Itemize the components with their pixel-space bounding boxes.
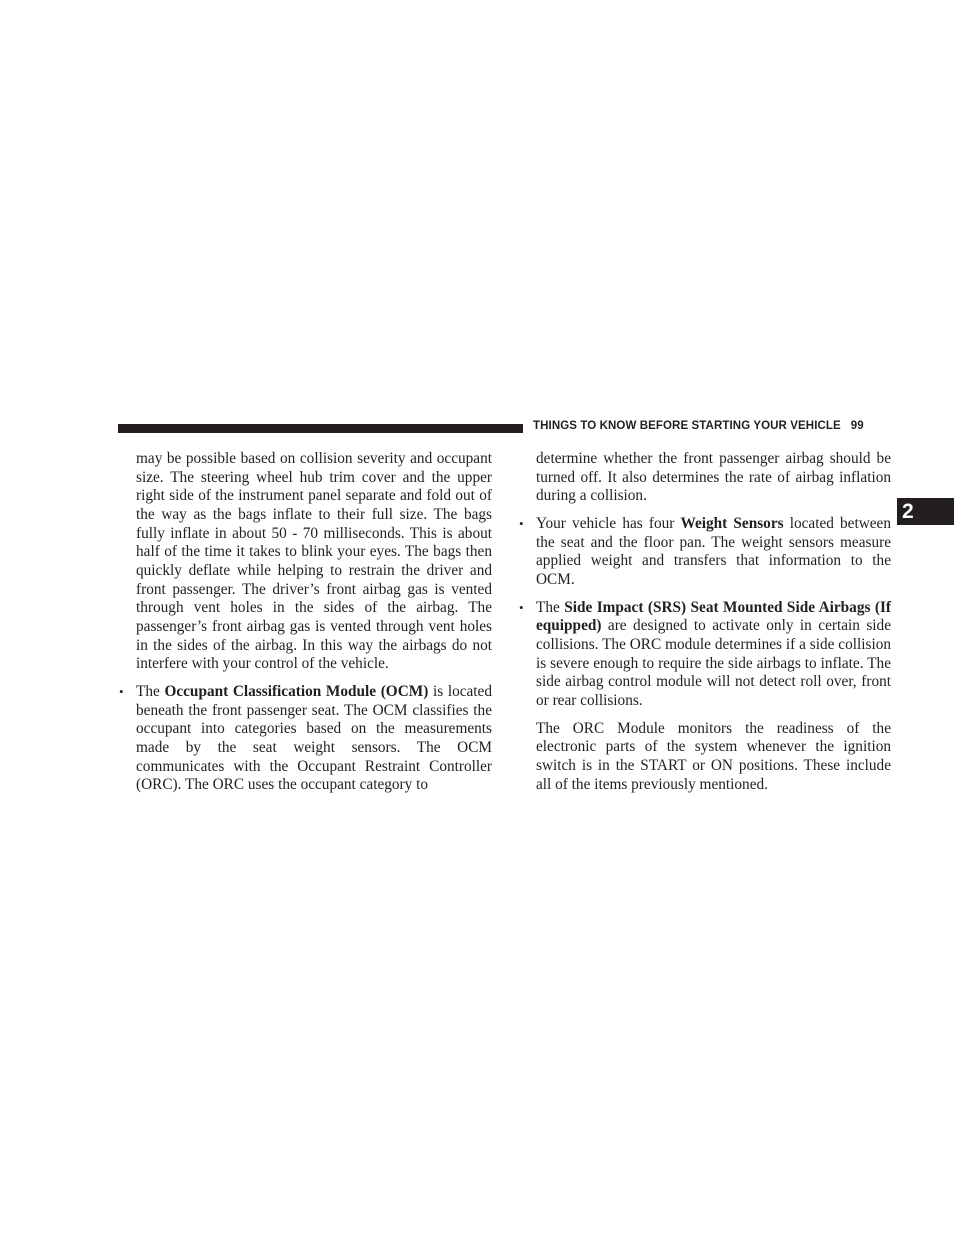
bullet-term: Side Impact (SRS) Seat Mounted Side Airbags (If equipped) — [536, 598, 891, 635]
header-title: THINGS TO KNOW BEFORE STARTING YOUR VEHICLE — [533, 420, 841, 432]
bullet-text: located between the seat and the floor pan. The weight sensors measure applied weight and transfers that information to the OCM. — [536, 514, 891, 588]
bullet-item-weight-sensors — [519, 514, 891, 590]
body-paragraph: The ORC Module monitors the readiness of the electronic parts of the system whenever the ignition switch is in the START or ON positions. These include all of the items previously mentioned. — [536, 719, 891, 793]
continuation-paragraph: determine whether the front passenger airbag should be turned off. It also determines the rate of airbag inflation during a collision. — [536, 450, 891, 505]
left-column — [119, 450, 492, 795]
bullet-term: Occupant Classification Module (OCM) — [164, 682, 429, 700]
chapter-tab: 2 — [897, 498, 954, 525]
running-header — [533, 420, 891, 432]
body-paragraph: may be possible based on collision severity and occupant size. The steering wheel hub trim cover and the upper right side of the instrument panel separate and fold out of the way as the bags inflate to their full size. The bags fully inflate in about 50 - 70 milliseconds. This is about half of the time it takes to blink your eyes. The bags then quickly deflate while helping to restrain the driver and front passenger. The driver’s front airbag gas is vented through vent holes in the sides of the airbag. The passenger’s front airbag gas is vented through vent holes in the sides of the airbag. In this way the airbags do not interfere with your control of the vehicle. — [136, 450, 492, 673]
bullet-term: Weight Sensors — [680, 514, 784, 532]
bullet-text: is located beneath the front passenger seat. The OCM classifies the occupant into categories based on the measurements made by the seat weight sensors. The OCM communicates with the Occupant Restraint Controller (ORC). The ORC uses the occupant category to — [136, 682, 492, 794]
bullet-icon: • — [119, 683, 124, 699]
bullet-prefix: The — [136, 682, 165, 700]
bullet-text: are designed to activate only in certain side collisions. The ORC module determines if a side collision is severe enough to require the side airbags to inflate. The side airbag control module will not detect roll over, front or rear collisions. — [536, 617, 891, 709]
page-number: 99 — [850, 420, 864, 432]
bullet-prefix: The — [536, 598, 565, 616]
bullet-icon: • — [519, 599, 524, 615]
header-rule — [118, 424, 523, 433]
bullet-item-ocm — [119, 682, 492, 795]
bullet-item-side-airbags — [519, 598, 891, 711]
bullet-icon: • — [519, 515, 524, 531]
right-column — [519, 450, 891, 794]
bullet-prefix: Your vehicle has four — [536, 514, 681, 532]
